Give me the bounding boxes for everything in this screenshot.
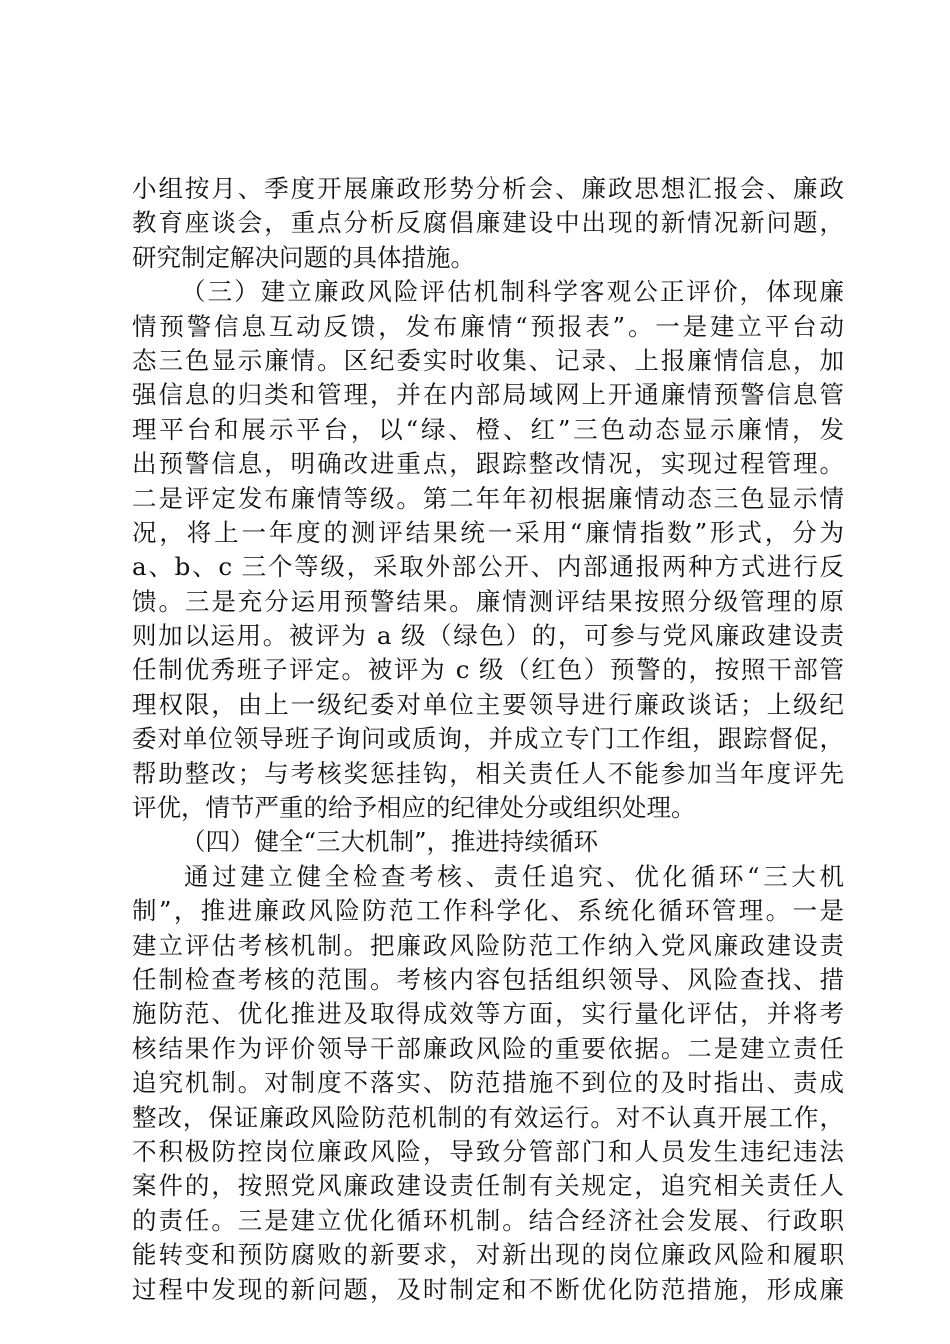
text-line: a、b、c 三个等级，采取外部公开、内部通报两种方式进行反 bbox=[132, 552, 844, 582]
text-line: 馈。三是充分运用预警结果。廉情测评结果按照分级管理的原 bbox=[132, 586, 844, 616]
text-line: 则加以运用。被评为 a 级（绿色）的，可参与党风廉政建设责 bbox=[132, 621, 844, 651]
text-line: （四）健全“三大机制”，推进持续循环 bbox=[181, 827, 599, 857]
text-line: 况，将上一年度的测评结果统一采用“廉情指数”形式，分为 bbox=[132, 517, 844, 547]
text-line: 核结果作为评价领导干部廉政风险的重要依据。二是建立责任 bbox=[132, 1033, 844, 1063]
text-line: 教育座谈会，重点分析反腐倡廉建设中出现的新情况新问题， bbox=[132, 208, 844, 238]
text-line: 强信息的归类和管理，并在内部局域网上开通廉情预警信息管 bbox=[132, 380, 844, 410]
text-line: 案件的，按照党风廉政建设责任制有关规定，追究相关责任人 bbox=[132, 1171, 844, 1201]
text-line: 不积极防控岗位廉政风险，导致分管部门和人员发生违纪违法 bbox=[132, 1136, 844, 1166]
text-line: 研究制定解决问题的具体措施。 bbox=[132, 242, 475, 272]
text-line: 通过建立健全检查考核、责任追究、优化循环“三大机 bbox=[184, 861, 844, 891]
text-line: 整改，保证廉政风险防范机制的有效运行。对不认真开展工作， bbox=[132, 1102, 844, 1132]
text-line: 委对单位领导班子询问或质询，并成立专门工作组，跟踪督促， bbox=[132, 724, 844, 754]
text-line: 施防范、优化推进及取得成效等方面，实行量化评估，并将考 bbox=[132, 999, 844, 1029]
text-line: 过程中发现的新问题，及时制定和不断优化防范措施，形成廉 bbox=[132, 1274, 844, 1304]
text-line: 任制优秀班子评定。被评为 c 级（红色）预警的，按照干部管 bbox=[132, 655, 844, 685]
text-line: 出预警信息，明确改进重点，跟踪整改情况，实现过程管理。 bbox=[132, 449, 844, 479]
text-line: 二是评定发布廉情等级。第二年年初根据廉情动态三色显示情 bbox=[132, 483, 844, 513]
text-line: 小组按月、季度开展廉政形势分析会、廉政思想汇报会、廉政 bbox=[132, 174, 844, 203]
text-line: 帮助整改；与考核奖惩挂钩，相关责任人不能参加当年度评先 bbox=[132, 758, 844, 788]
text-line: 的责任。三是建立优化循环机制。结合经济社会发展、行政职 bbox=[132, 1205, 844, 1235]
text-line: 态三色显示廉情。区纪委实时收集、记录、上报廉情信息，加 bbox=[132, 345, 844, 375]
text-line: 情预警信息互动反馈，发布廉情“预报表”。一是建立平台动 bbox=[132, 311, 844, 341]
text-line: 任制检查考核的范围。考核内容包括组织领导、风险查找、措 bbox=[132, 964, 844, 994]
text-line: 理平台和展示平台，以“绿、橙、红”三色动态显示廉情，发 bbox=[132, 414, 844, 444]
body-text bbox=[132, 172, 844, 1307]
text-line: 制”，推进廉政风险防范工作科学化、系统化循环管理。一是 bbox=[132, 896, 844, 926]
text-line: 评优，情节严重的给予相应的纪律处分或组织处理。 bbox=[132, 793, 696, 823]
text-line: （三）建立廉政风险评估机制科学客观公正评价，体现廉 bbox=[181, 277, 844, 307]
text-line: 理权限，由上一级纪委对单位主要领导进行廉政谈话；上级纪 bbox=[132, 689, 844, 719]
text-line: 追究机制。对制度不落实、防范措施不到位的及时指出、责成 bbox=[132, 1068, 844, 1098]
text-line: 能转变和预防腐败的新要求，对新出现的岗位廉政风险和履职 bbox=[132, 1240, 844, 1270]
text-line: 建立评估考核机制。把廉政风险防范工作纳入党风廉政建设责 bbox=[132, 930, 844, 960]
